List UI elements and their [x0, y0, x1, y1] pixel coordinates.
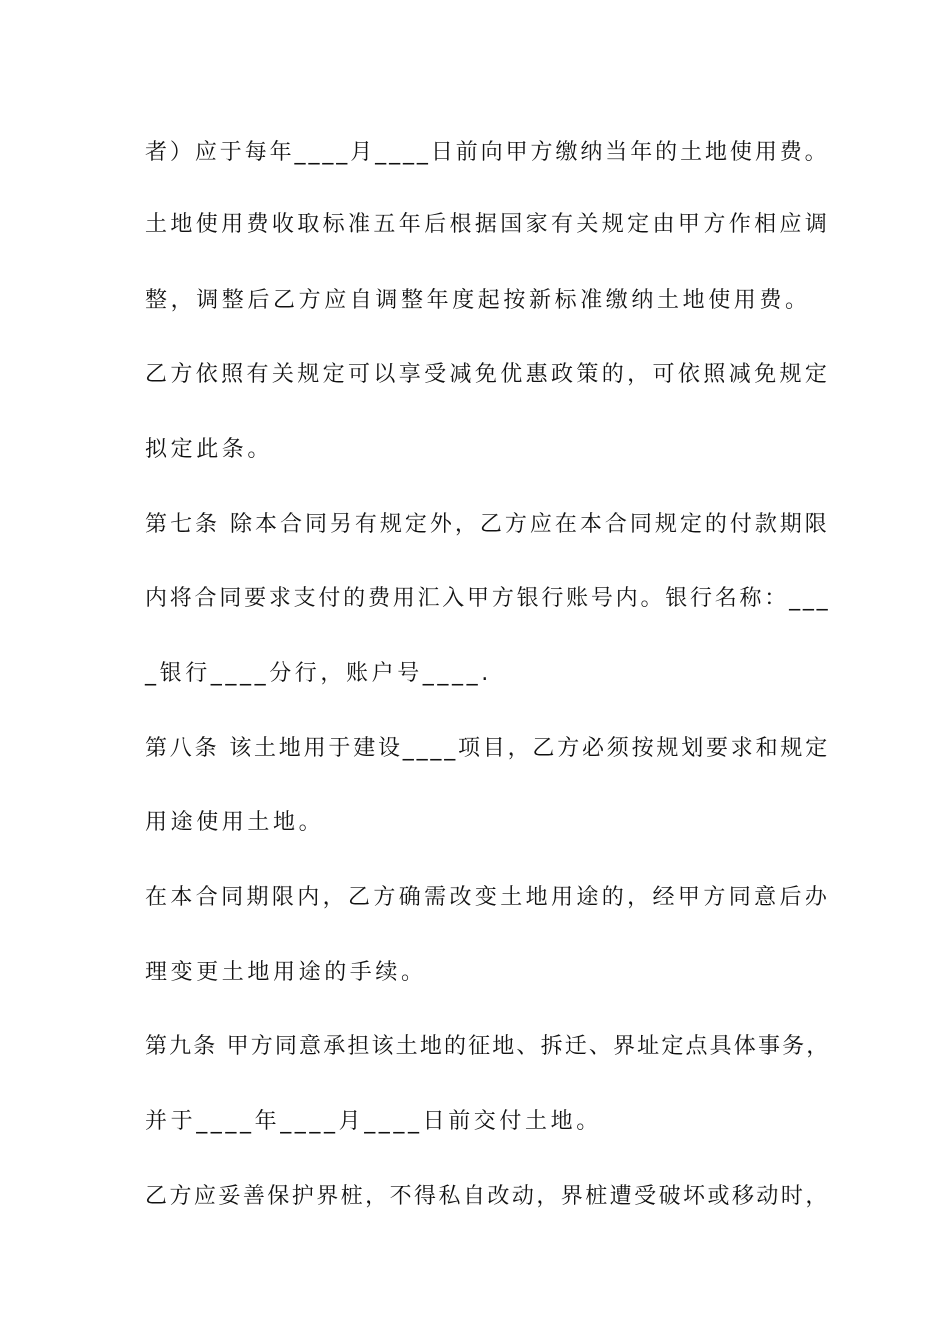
- text-line: 在本合同期限内，乙方确需改变土地用途的，经甲方同意后办: [145, 885, 831, 910]
- text-line: 理变更土地用途的手续。: [145, 960, 427, 985]
- text-line: 第九条 甲方同意承担该土地的征地、拆迁、界址定点具体事务，: [145, 1034, 831, 1059]
- text-line: 第七条 除本合同另有规定外，乙方应在本合同规定的付款期限: [145, 512, 830, 537]
- text-line: 用途使用土地。: [145, 810, 325, 835]
- text-line: 第八条 该土地用于建设____项目，乙方必须按规划要求和规定: [145, 736, 830, 761]
- text-line: 整，调整后乙方应自调整年度起按新标准缴纳土地使用费。: [145, 288, 811, 313]
- text-line: 乙方应妥善保护界桩，不得私自改动，界桩遭受破坏或移动时，: [145, 1184, 830, 1209]
- text-line: _银行____分行，账户号____.: [145, 661, 492, 686]
- text-line: 内将合同要求支付的费用汇入甲方银行账号内。银行名称：___: [145, 586, 831, 611]
- text-line: 土地使用费收取标准五年后根据国家有关规定由甲方作相应调: [145, 212, 831, 237]
- text-line: 拟定此条。: [145, 437, 274, 462]
- text-line: 并于____年____月____日前交付土地。: [145, 1109, 602, 1134]
- text-line: 乙方依照有关规定可以享受减免优惠政策的，可依照减免规定: [145, 362, 831, 387]
- text-line: 者）应于每年____月____日前向甲方缴纳当年的土地使用费。: [145, 140, 830, 165]
